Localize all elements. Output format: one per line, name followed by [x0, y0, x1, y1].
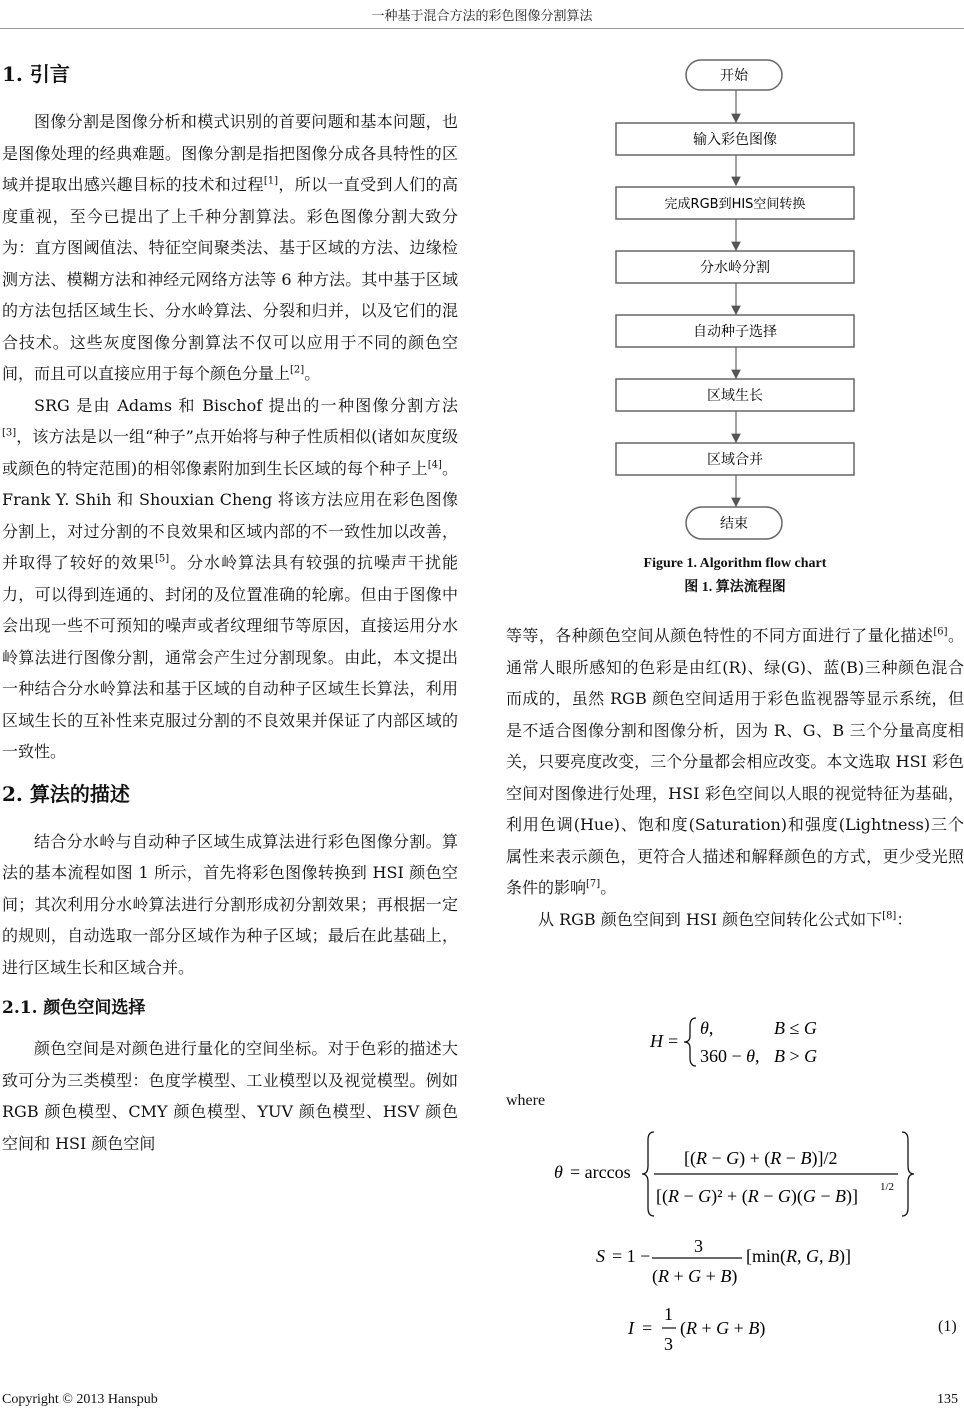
right-column — [506, 620, 964, 935]
flow-step-end — [686, 507, 782, 539]
svg-text:θ: θ — [554, 1162, 563, 1182]
flow-step-region-growing — [616, 379, 854, 411]
svg-text:3: 3 — [664, 1334, 673, 1354]
svg-text:区域合并: 区域合并 — [707, 452, 763, 468]
svg-text:开始: 开始 — [720, 68, 748, 84]
equation-number: (1) — [938, 1318, 957, 1335]
citation: [8] — [882, 910, 897, 922]
color-space-paragraph-cont: 等等，各种颜色空间从颜色特性的不同方面进行了量化描述[6]。通常人眼所感知的色彩是由红(R)、绿(G)、蓝(B)三种颜色混合而成的，虽然 RGB 颜色空间适用于彩色监视器等显示系统，但是不适合图像分割和图像分析，因为 R、G、B 三个分量高度相关，只要亮度改变，三个分量都会相应改变。本文选取 HSI 彩色空间对图像进行处理，HSI 彩色空间以人眼的视觉特征为基础，利用色调(Hue)、饱和度(Saturation)和强度(Lightness)三个属性来表示颜色，更符合人描述和解释颜色的方式，更少受光照条件的影响[7]。 — [506, 626, 964, 897]
section-1-title: 1. 引言 — [2, 62, 70, 86]
svg-text:[(R − G)² + (R − G)(G − B)]: [(R − G)² + (R − G)(G − B)] — [656, 1186, 859, 1206]
intro-paragraph-2: SRG 是由 Adams 和 Bischof 提出的一种图像分割方法[3]，该方法是以一组“种子”点开始将与种子性质相似(诸如灰度级或颜色的特定范围)的相邻像素附加到生长区域的每个种子上[4]。Frank Y. Shih 和 Shouxian Cheng 将该方法应用在彩色图像分割上，对过分割的不良效果和区域内部的不一致性加以改善，并取得了较好的效果[5]。分水岭算法具有较强的抗噪声干扰能力，可以得到连通的、封闭的及位置准确的轮廓。但由于图像中会出现一些不可预知的噪声或者纹理细节等原因，直接运用分水岭算法进行图像分割，通常会产生过分割现象。由此，本文提出一种结合分水岭算法和基于区域的自动种子区域生长算法，利用区域生长的互补性来克服过分割的不良效果并保证了内部区域的一致性。 — [2, 395, 458, 761]
svg-text:[(R − G) + (R − B)]/2: [(R − G) + (R − B)]/2 — [684, 1148, 838, 1168]
conversion-intro: 从 RGB 颜色空间到 HSI 颜色空间转化公式如下[8]： — [538, 909, 913, 929]
where-label: where — [506, 1092, 546, 1109]
citation: [3] — [2, 427, 17, 439]
color-space-paragraph: 颜色空间是对颜色进行量化的空间坐标。对于色彩的描述大致可分为三类模型：色度学模型、工业模型以及视觉模型。例如 RGB 颜色模型、CMY 颜色模型、YUV 颜色模型、HSV 颜色空间和 HSI 颜色空间 — [2, 1039, 458, 1153]
flow-step-input-image — [616, 123, 854, 155]
svg-text:S: S — [596, 1246, 605, 1266]
svg-text:=: = — [668, 1031, 679, 1051]
left-column — [2, 58, 458, 1159]
svg-text:θ,: θ, — [700, 1018, 714, 1038]
equation-hue — [650, 1012, 850, 1072]
citation: [6] — [933, 626, 948, 638]
svg-text:区域生长: 区域生长 — [707, 388, 763, 404]
equation-intensity — [628, 1300, 828, 1356]
svg-text:B > G: B > G — [774, 1046, 818, 1066]
svg-text:I: I — [628, 1318, 634, 1338]
equation-saturation — [596, 1232, 886, 1292]
svg-text:(R + G + B): (R + G + B) — [652, 1266, 738, 1286]
flow-step-region-merge — [616, 443, 854, 475]
section-2-1-title: 2.1. 颜色空间选择 — [2, 998, 146, 1018]
svg-text:自动种子选择: 自动种子选择 — [693, 324, 777, 340]
section-2-title: 2. 算法的描述 — [2, 781, 130, 806]
header-rule — [0, 28, 964, 29]
svg-text:(R + G + B): (R + G + B) — [680, 1318, 766, 1338]
algorithm-paragraph: 结合分水岭与自动种子区域生成算法进行彩色图像分割。算法的基本流程如图 1 所示，首先将彩色图像转换到 HSI 颜色空间；其次利用分水岭算法进行分割形成初分割效果；再根据一定的规则，自动选取一部分区域作为种子区域；最后在此基础上，进行区域生长和区域合并。 — [2, 831, 458, 977]
svg-text:H: H — [650, 1031, 663, 1051]
svg-text:3: 3 — [694, 1236, 703, 1256]
svg-text:1: 1 — [664, 1304, 673, 1324]
algorithm-flowchart — [600, 56, 876, 556]
svg-text:[min(R, G, B)]: [min(R, G, B)] — [746, 1246, 851, 1266]
svg-text:完成RGB到HIS空间转换: 完成RGB到HIS空间转换 — [664, 197, 806, 212]
flow-step-rgb-to-his — [616, 187, 854, 219]
copyright: Copyright © 2013 Hanspub — [2, 1392, 158, 1407]
svg-text:B ≤ G: B ≤ G — [774, 1018, 817, 1038]
citation: [7] — [586, 878, 601, 890]
figure-caption-zh: 图 1. 算法流程图 — [684, 580, 786, 595]
svg-text:= arccos: = arccos — [570, 1162, 631, 1182]
svg-text:分水岭分割: 分水岭分割 — [700, 260, 770, 276]
figure-caption-en: Figure 1. Algorithm flow chart — [643, 556, 827, 571]
flow-step-seed-selection — [616, 315, 854, 347]
svg-text:= 1 −: = 1 − — [612, 1246, 651, 1266]
flow-step-start — [686, 60, 782, 90]
citation: [5] — [154, 553, 170, 565]
svg-text:1/2: 1/2 — [880, 1181, 895, 1193]
intro-paragraph-1: 图像分割是图像分析和模式识别的首要问题和基本问题，也是图像处理的经典难题。图像分割是指把图像分成各具特性的区域并提取出感兴趣目标的技术和过程[1]，所以一直受到人们的高度重视，至今已提出了上千种分割算法。彩色图像分割大致分为：直方图阈值法、特征空间聚类法、基于区域的方法、边缘检测方法、模糊方法和神经元网络方法等 6 种方法。其中基于区域的方法包括区域生长、分水岭算法、分裂和归并，以及它们的混合技术。这些灰度图像分割算法不仅可以应用于不同的颜色空间，而且可以直接应用于每个颜色分量上[2]。 — [2, 112, 458, 383]
citation: [2] — [290, 364, 305, 376]
svg-text:结束: 结束 — [720, 516, 748, 532]
svg-text:=: = — [642, 1318, 653, 1338]
equation-theta — [552, 1128, 916, 1220]
svg-text:360 − θ,: 360 − θ, — [700, 1046, 760, 1066]
page-number: 135 — [937, 1392, 958, 1407]
flow-step-watershed — [616, 251, 854, 283]
svg-text:输入彩色图像: 输入彩色图像 — [693, 132, 777, 148]
citation: [4] — [427, 459, 442, 471]
citation: [1] — [263, 175, 278, 187]
running-header: 一种基于混合方法的彩色图像分割算法 — [371, 9, 593, 24]
